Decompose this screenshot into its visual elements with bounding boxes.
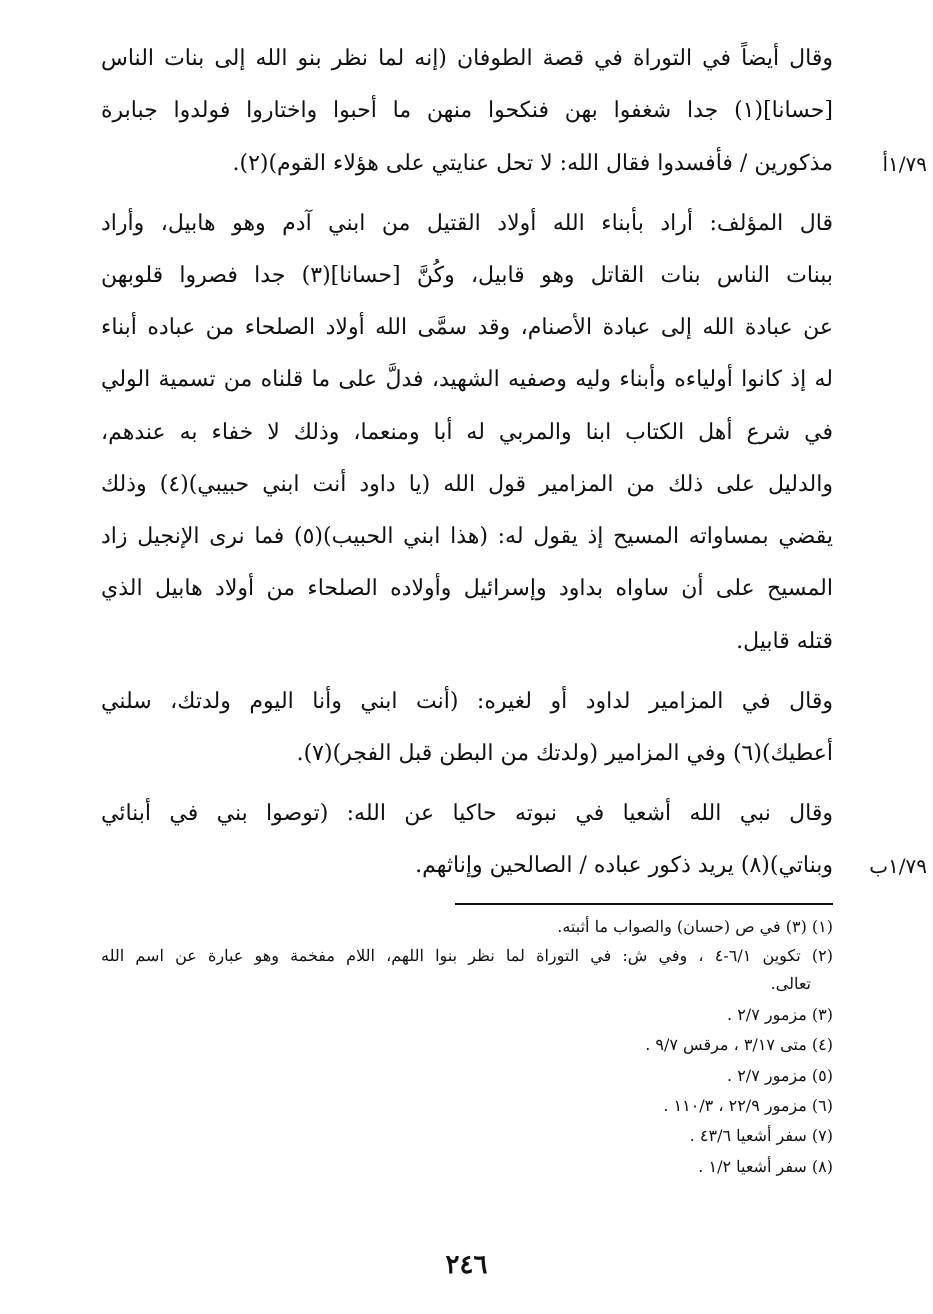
footnote: (٦) مزمور ٢٢/٩ ، ١١٠/٣ . <box>663 1096 833 1115</box>
footnote: (٥) مزمور ٢/٧ . <box>727 1066 833 1085</box>
body-line: أعطيك)(٦) وفي المزامير (ولدتك من البطن قبل الفجر)(٧). <box>296 741 833 766</box>
body-line: قال المؤلف: أراد بأبناء الله أولاد القتيل من ابني آدم وهو هابيل، وأراد <box>101 211 833 236</box>
footnote: (٤) متى ٣/١٧ ، مرقس ٩/٧ . <box>645 1035 833 1054</box>
body-line: قتله قابيل. <box>736 629 833 654</box>
body-line: [حسانا](١) جدا شغفوا بهن فنكحوا منهن ما أحبوا واختاروا فولدوا جبابرة <box>101 98 833 123</box>
body-line: يقضي بمساواته المسيح إذ يقول له: (هذا ابني الحبيب)(٥) فما نرى الإنجيل زاد <box>101 524 833 549</box>
body-line: عن عبادة الله إلى عبادة الأصنام، وقد سمَّى الله أولاد الصلحاء من عباده أبناء <box>101 315 833 340</box>
body-line: والدليل على ذلك من المزامير قول الله (يا داود أنت ابني حبيبي)(٤) وذلك <box>101 472 833 497</box>
footnote: (٧) سفر أشعيا ٤٣/٦ . <box>689 1126 833 1145</box>
footnote: (١) (٣) في ص (حسان) والصواب ما أثبته. <box>557 917 833 936</box>
footnote: (٣) مزمور ٢/٧ . <box>727 1005 833 1024</box>
footnote: (٨) سفر أشعيا ١/٢ . <box>698 1157 833 1176</box>
body-line: وقال في المزامير لداود أو لغيره: (أنت ابني وأنا اليوم ولدتك، سلني <box>101 689 833 714</box>
footnote: (٢) تكوين ٦/١-٤ ، وفي ش: في التوراة لما نظر بنوا اللهم، اللام مفخمة وهو عبارة عن اسم الله <box>101 946 833 965</box>
footnote-separator <box>455 903 833 905</box>
body-line: وقال أيضاً في التوراة في قصة الطوفان (إنه لما نظر بنو الله إلى بنات الناس <box>101 46 833 71</box>
margin-folio-note: ١/٧٩ب <box>869 854 927 878</box>
body-line: المسيح على أن ساواه بداود وإسرائيل وأولاده الصلحاء من أولاد هابيل الذي <box>101 576 833 601</box>
page-number: ٢٤٦ <box>445 1250 488 1280</box>
body-line: له إذ كانوا أولياءه وأبناء وليه وصفيه الشهيد، فدلَّ على ما قلناه من تسمية الولي <box>101 367 833 392</box>
body-line: في شرع أهل الكتاب ابنا والمربي له أبا ومنعما، وذلك لا خفاء به عندهم، <box>101 420 833 445</box>
body-line: ببنات الناس بنات القاتل وهو قابيل، وكُنَّ [حسانا](٣) جدا فصروا قلوبهن <box>101 263 833 288</box>
body-line: وقال نبي الله أشعيا في نبوته حاكيا عن الله: (توصوا بني في أبنائي <box>101 801 833 826</box>
footnote-continuation: تعالى. <box>770 974 811 993</box>
body-line: مذكورين / فأفسدوا فقال الله: لا تحل عنايتي على هؤلاء القوم)(٢). <box>232 151 833 176</box>
margin-folio-note: ١/٧٩أ <box>882 152 927 176</box>
body-line: وبناتي)(٨) يريد ذكور عباده / الصالحين وإناثهم. <box>415 853 833 878</box>
